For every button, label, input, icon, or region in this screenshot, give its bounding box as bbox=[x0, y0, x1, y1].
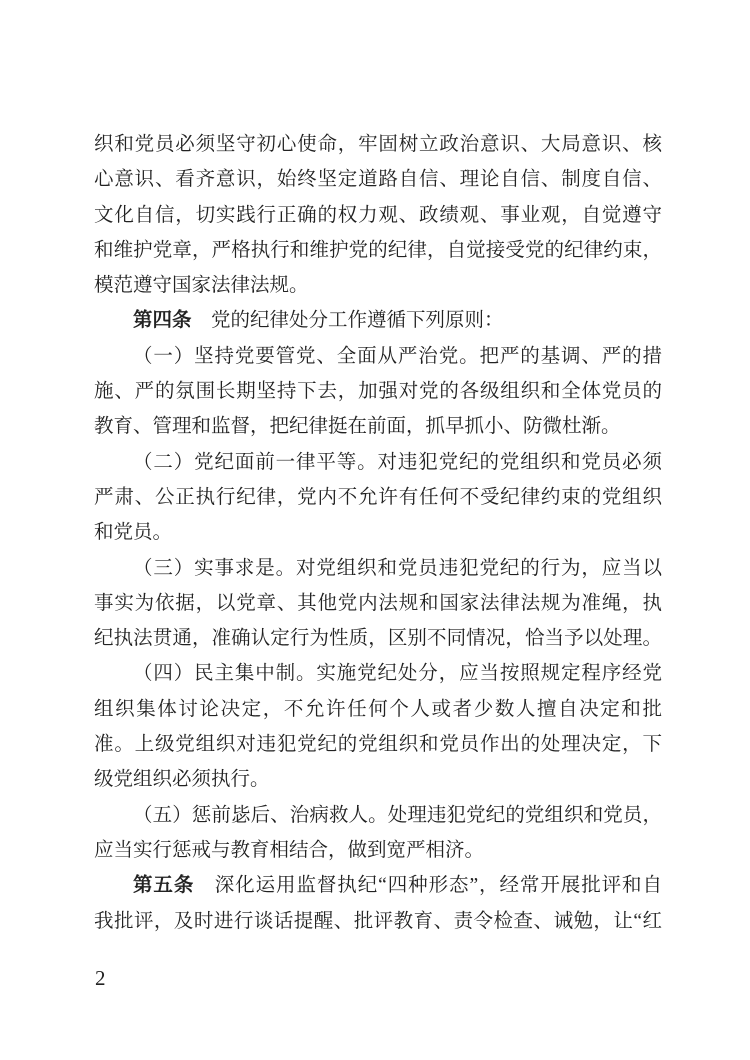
text-line bbox=[94, 904, 662, 939]
text-line bbox=[94, 551, 662, 586]
text-line bbox=[94, 409, 662, 444]
paragraph-article-4-heading bbox=[94, 303, 662, 338]
text-line bbox=[94, 868, 662, 903]
line-text: （五）惩前毖后、治病救人。处理违犯党纪的党组织和党员， bbox=[133, 804, 662, 826]
line-text: 深化运用监督执纪“四种形态”，经常开展批评和自 bbox=[194, 875, 662, 897]
paragraph-article-4-item-5 bbox=[94, 798, 662, 869]
text-line bbox=[94, 798, 662, 833]
text-line bbox=[94, 656, 662, 691]
line-text: （一）坚持党要管党、全面从严治党。把严的基调、严的措 bbox=[133, 345, 662, 367]
line-text: 教育、管理和监督，把纪律挺在前面，抓早抓小、防微杜渐。 bbox=[94, 416, 621, 438]
line-text: 心意识、看齐意识，始终坚定道路自信、理论自信、制度自信、 bbox=[94, 169, 662, 191]
text-line bbox=[94, 621, 662, 656]
paragraph-article-4-item-4 bbox=[94, 656, 662, 797]
line-text: （四）民主集中制。实施党纪处分，应当按照规定程序经党 bbox=[133, 663, 662, 685]
line-text: 文化自信，切实践行正确的权力观、政绩观、事业观，自觉遵守 bbox=[94, 204, 662, 226]
article-number: 第四条 bbox=[133, 310, 192, 332]
text-line bbox=[94, 515, 662, 550]
paragraph-article-5-heading bbox=[94, 868, 662, 939]
line-text: 事实为依据，以党章、其他党内法规和国家法律法规为准绳，执 bbox=[94, 592, 662, 614]
text-line bbox=[94, 445, 662, 480]
line-text: 纪执法贯通，准确认定行为性质，区别不同情况，恰当予以处理。 bbox=[94, 628, 662, 650]
page-number: 2 bbox=[95, 966, 106, 990]
text-line bbox=[94, 727, 662, 762]
line-text: 和党员。 bbox=[94, 522, 173, 544]
line-text: 严肃、公正执行纪律，党内不允许有任何不受纪律约束的党组织 bbox=[94, 486, 662, 508]
text-line bbox=[94, 586, 662, 621]
line-text: （二）党纪面前一律平等。对违犯党纪的党组织和党员必须 bbox=[133, 451, 662, 473]
line-text: 准。上级党组织对违犯党纪的党组织和党员作出的处理决定，下 bbox=[94, 734, 662, 756]
line-text: 党的纪律处分工作遵循下列原则： bbox=[191, 310, 504, 332]
line-text: 模范遵守国家法律法规。 bbox=[94, 275, 309, 297]
text-line bbox=[94, 198, 662, 233]
text-line bbox=[94, 339, 662, 374]
paragraph-article-4-item-1 bbox=[94, 339, 662, 445]
paragraph-article-4-item-3 bbox=[94, 551, 662, 657]
line-text: 级党组织必须执行。 bbox=[94, 769, 270, 791]
line-text: 应当实行惩戒与教育相结合，做到宽严相济。 bbox=[94, 839, 485, 861]
paragraph-article-4-item-2 bbox=[94, 445, 662, 551]
text-line bbox=[94, 833, 662, 868]
paragraph-continued-paragraph bbox=[94, 127, 662, 303]
text-line bbox=[94, 162, 662, 197]
text-line bbox=[94, 268, 662, 303]
line-text: 织和党员必须坚守初心使命，牢固树立政治意识、大局意识、核 bbox=[94, 134, 662, 155]
text-line bbox=[94, 233, 662, 268]
text-line bbox=[94, 480, 662, 515]
line-text: 施、严的氛围长期坚持下去，加强对党的各级组织和全体党员的 bbox=[94, 381, 662, 403]
line-text: （三）实事求是。对党组织和党员违犯党纪的行为，应当以 bbox=[133, 557, 662, 579]
text-line bbox=[94, 303, 662, 338]
line-text: 我批评，及时进行谈话提醒、批评教育、责令检查、诫勉，让“红 bbox=[94, 910, 662, 932]
line-text: 组织集体讨论决定，不允许任何个人或者少数人擅自决定和批 bbox=[94, 698, 662, 720]
document-text bbox=[94, 127, 662, 939]
text-line bbox=[94, 374, 662, 409]
article-number: 第五条 bbox=[133, 875, 195, 897]
text-line bbox=[94, 762, 662, 797]
text-line bbox=[94, 692, 662, 727]
line-text: 和维护党章，严格执行和维护党的纪律，自觉接受党的纪律约束， bbox=[94, 239, 662, 261]
text-line bbox=[94, 127, 662, 162]
